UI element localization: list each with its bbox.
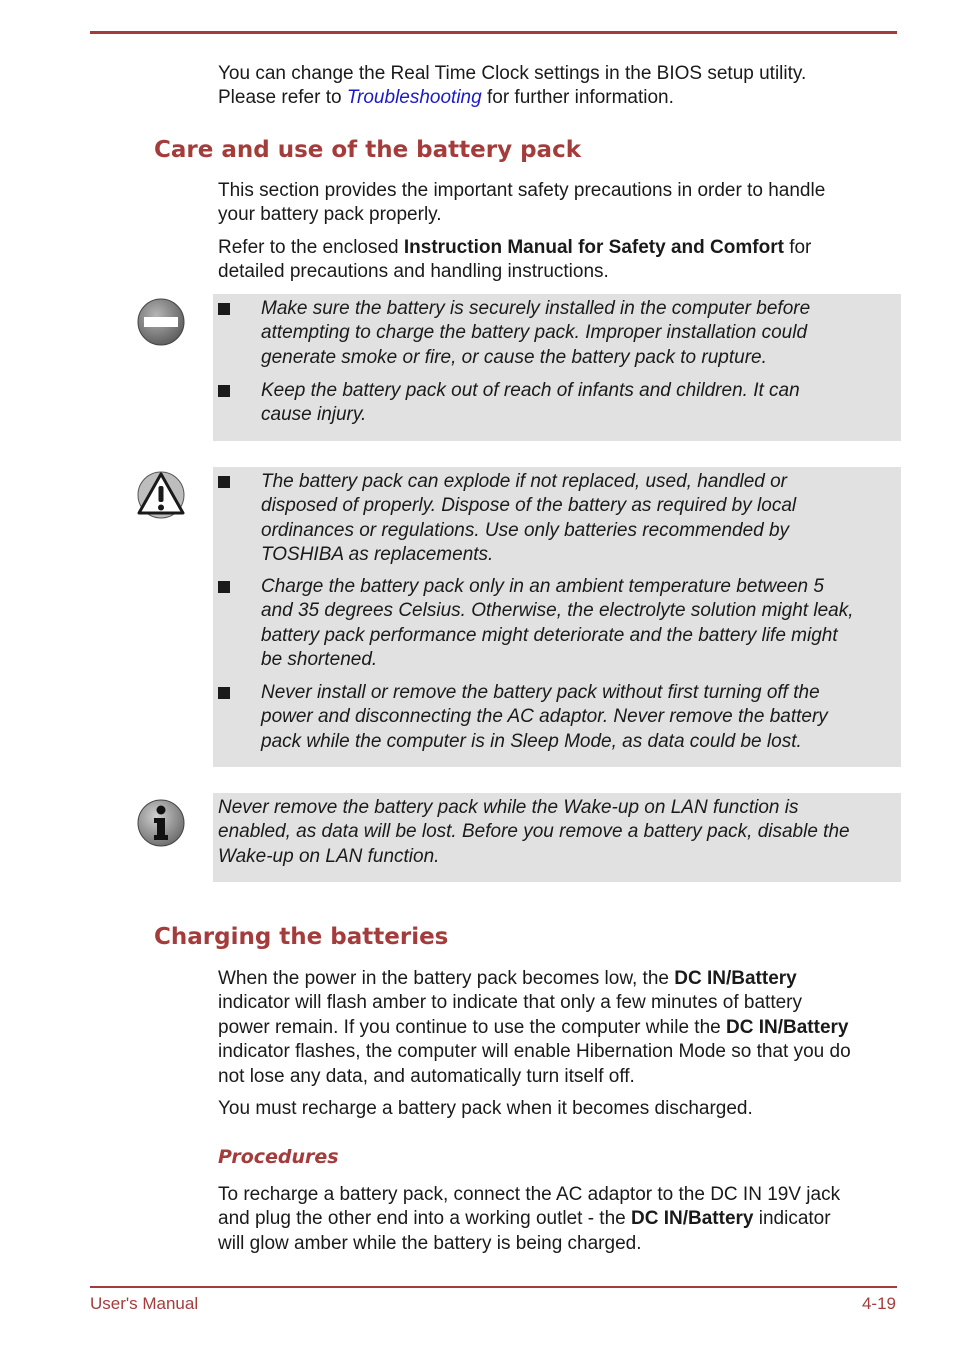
- bullet: [218, 581, 230, 593]
- bullet: [218, 476, 230, 488]
- note-text: Never remove the battery pack while the Wake-up on LAN function is enabled, as data will be lost. Before you remove a battery pack, disable the Wake-up on LAN function.: [218, 797, 850, 867]
- intro-paragraph: You can change the Real Time Clock settings in the BIOS setup utility. Please refer to Troubleshooting for further information.: [218, 63, 807, 109]
- troubleshooting-link[interactable]: Troubleshooting: [346, 87, 482, 109]
- charging-paragraph-2: You must recharge a battery pack when it becomes discharged.: [218, 1098, 753, 1119]
- section-heading-battery-care: Care and use of the battery pack: [154, 137, 582, 163]
- bullet: [218, 385, 230, 397]
- header-rule: [90, 31, 897, 34]
- procedures-heading: Procedures: [218, 1146, 339, 1168]
- info-icon: [136, 798, 186, 848]
- battery-care-paragraph-1: This section provides the important safety precautions in order to handle your battery pack properly.: [218, 180, 826, 226]
- battery-care-paragraph-2: Refer to the enclosed Instruction Manual for Safety and Comfort for detailed precautions and handling instructions.: [218, 237, 812, 283]
- caution-item-1: Make sure the battery is securely installed in the computer before attempting to charge the battery pack. Improper installation could generate smoke or fire, or cause the battery pack to rupture.: [261, 298, 811, 368]
- manual-title: Instruction Manual for Safety and Comfort: [403, 237, 784, 258]
- warning-item-3: Never install or remove the battery pack without first turning off the power and disconnecting the AC adaptor. Never remove the battery pack while the computer is in Sleep Mode, as data could be lost.: [261, 682, 828, 752]
- warning-item-2: Charge the battery pack only in an ambient temperature between 5 and 35 degrees Celsius. Otherwise, the electrolyte solution might leak, battery pack performance might deteriorate and the battery life might be shortened.: [261, 576, 854, 671]
- warning-item-1: The battery pack can explode if not replaced, used, handled or disposed of properly. Dispose of the battery as required by local ordinances or regulations. Use only batteries recommended by TOSHIBA as replacements.: [261, 471, 797, 566]
- no-entry-icon: [136, 297, 186, 347]
- footer-title: User's Manual: [90, 1294, 199, 1313]
- section-heading-charging: Charging the batteries: [154, 924, 449, 950]
- bullet: [218, 303, 230, 315]
- bullet: [218, 687, 230, 699]
- charging-paragraph-1: When the power in the battery pack becomes low, the DC IN/Battery indicator will flash amber to indicate that only a few minutes of battery power remain. If you continue to use the computer while the DC IN/Battery indicator flashes, the computer will enable Hibernation Mode so that you do not lose any data, and automatically turn itself off.: [218, 968, 851, 1087]
- footer-rule: [90, 1286, 897, 1288]
- page-number: 4-19: [861, 1294, 896, 1313]
- intro-line-1: You can change the Real Time Clock settings in the BIOS setup utility.: [218, 63, 807, 84]
- procedures-paragraph: To recharge a battery pack, connect the AC adaptor to the DC IN 19V jack and plug the other end into a working outlet - the DC IN/Battery indicator will glow amber while the battery is being charged.: [218, 1184, 841, 1254]
- warning-triangle-icon: [136, 469, 186, 519]
- caution-item-2: Keep the battery pack out of reach of infants and children. It can cause injury.: [261, 380, 800, 426]
